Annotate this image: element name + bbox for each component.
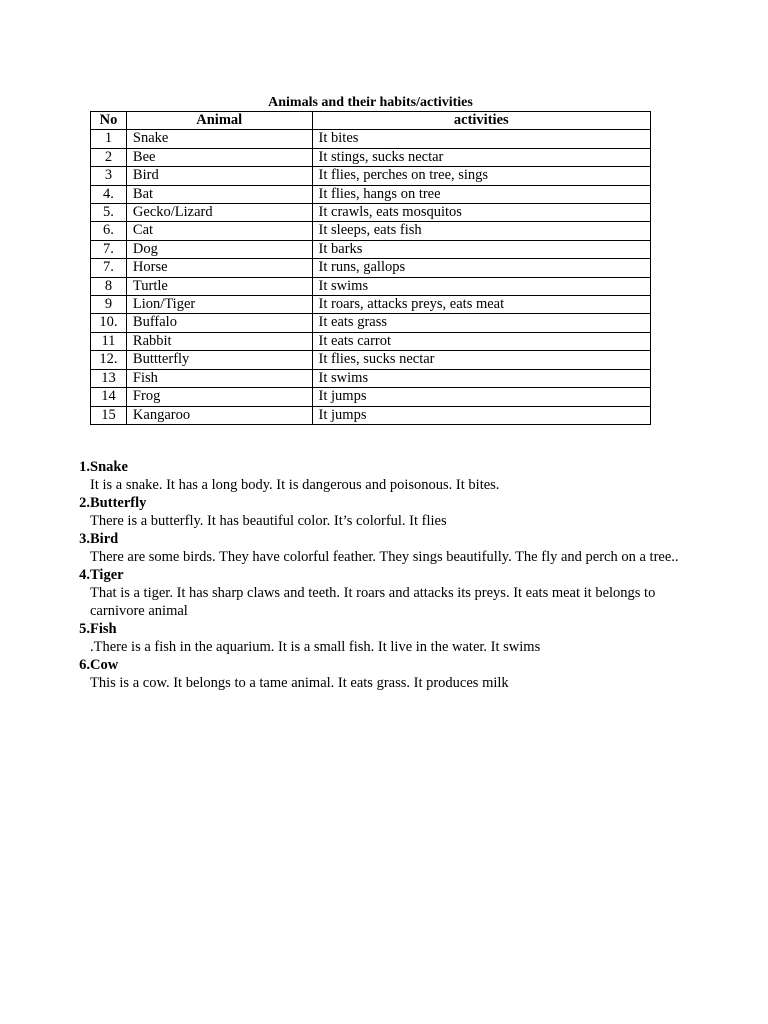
row-activity: It swims [312, 277, 650, 295]
row-activity: It eats carrot [312, 332, 650, 350]
list-item-title: Fish [90, 621, 117, 637]
row-animal: Buffalo [126, 314, 312, 332]
table-title: Animals and their habits/activities [268, 95, 473, 110]
table-row [91, 222, 651, 240]
table-row [91, 259, 651, 277]
table-row [91, 167, 651, 185]
row-animal: Frog [126, 388, 312, 406]
list-item-number: 3. [79, 531, 90, 547]
row-animal: Snake [126, 130, 312, 148]
table-row [91, 240, 651, 258]
table-row [91, 369, 651, 387]
table-row [91, 185, 651, 203]
row-animal: Buttterfly [126, 351, 312, 369]
list-item-number: 1. [79, 459, 90, 475]
row-number: 7. [91, 259, 127, 277]
row-activity: It flies, perches on tree, sings [312, 167, 650, 185]
list-item-heading [60, 530, 680, 548]
list-item-title: Bird [90, 531, 119, 547]
row-animal: Horse [126, 259, 312, 277]
row-number: 4. [91, 185, 127, 203]
table-row [91, 314, 651, 332]
table-header-row [91, 112, 651, 130]
table-row [91, 332, 651, 350]
list-item [60, 656, 680, 692]
row-animal: Turtle [126, 277, 312, 295]
list-item-text: .There is a fish in the aquarium. It is a small fish. It live in the water. It swims [90, 639, 541, 655]
header-animal: Animal [126, 112, 312, 130]
row-activity: It roars, attacks preys, eats meat [312, 296, 650, 314]
animal-descriptions-list [60, 458, 680, 692]
list-item [60, 530, 680, 566]
row-number: 1 [91, 130, 127, 148]
list-item-text: This is a cow. It belongs to a tame animal. It eats grass. It produces milk [90, 675, 509, 691]
animals-table [90, 111, 651, 425]
header-activities: activities [312, 112, 650, 130]
row-number: 13 [91, 369, 127, 387]
row-activity: It bites [312, 130, 650, 148]
row-number: 2 [91, 148, 127, 166]
table-row [91, 204, 651, 222]
list-item [60, 620, 680, 656]
row-number: 12. [91, 351, 127, 369]
row-animal: Bee [126, 148, 312, 166]
list-item-number: 5. [79, 621, 90, 637]
list-item-heading [60, 656, 680, 674]
row-number: 10. [91, 314, 127, 332]
list-item-text: It is a snake. It has a long body. It is dangerous and poisonous. It bites. [90, 477, 500, 493]
row-animal: Gecko/Lizard [126, 204, 312, 222]
list-item-title: Butterfly [90, 495, 147, 511]
row-number: 9 [91, 296, 127, 314]
row-number: 7. [91, 240, 127, 258]
list-item-text: There is a butterfly. It has beautiful color. It’s colorful. It flies [90, 513, 447, 529]
row-number: 3 [91, 167, 127, 185]
table-row [91, 277, 651, 295]
list-item [60, 566, 680, 620]
row-animal: Kangaroo [126, 406, 312, 424]
row-activity: It stings, sucks nectar [312, 148, 650, 166]
table-row [91, 148, 651, 166]
row-animal: Bird [126, 167, 312, 185]
row-number: 14 [91, 388, 127, 406]
list-item-heading [60, 458, 680, 476]
list-item-title: Cow [90, 657, 119, 673]
list-item [60, 458, 680, 494]
list-item [60, 494, 680, 530]
list-item-title: Tiger [90, 567, 124, 583]
list-item-title: Snake [90, 459, 128, 475]
table-row [91, 388, 651, 406]
row-activity: It sleeps, eats fish [312, 222, 650, 240]
row-activity: It jumps [312, 406, 650, 424]
table-row [91, 296, 651, 314]
row-activity: It jumps [312, 388, 650, 406]
row-number: 11 [91, 332, 127, 350]
table-row [91, 351, 651, 369]
list-item-number: 2. [79, 495, 90, 511]
row-activity: It barks [312, 240, 650, 258]
list-item-number: 6. [79, 657, 90, 673]
row-activity: It runs, gallops [312, 259, 650, 277]
row-activity: It eats grass [312, 314, 650, 332]
list-item-number: 4. [79, 567, 90, 583]
row-number: 8 [91, 277, 127, 295]
list-item-heading [60, 566, 680, 584]
row-activity: It flies, hangs on tree [312, 185, 650, 203]
row-activity: It swims [312, 369, 650, 387]
row-animal: Cat [126, 222, 312, 240]
row-number: 5. [91, 204, 127, 222]
list-item-text: That is a tiger. It has sharp claws and teeth. It roars and attacks its preys. It eats meat it belongs to carnivore animal [90, 585, 656, 619]
row-animal: Bat [126, 185, 312, 203]
list-item-heading [60, 620, 680, 638]
row-animal: Rabbit [126, 332, 312, 350]
row-animal: Fish [126, 369, 312, 387]
row-number: 6. [91, 222, 127, 240]
header-no: No [91, 112, 127, 130]
row-activity: It crawls, eats mosquitos [312, 204, 650, 222]
table-row [91, 130, 651, 148]
list-item-heading [60, 494, 680, 512]
row-number: 15 [91, 406, 127, 424]
table-row [91, 406, 651, 424]
list-item-text: There are some birds. They have colorful feather. They sings beautifully. The fly and perch on a tree.. [90, 549, 679, 565]
row-activity: It flies, sucks nectar [312, 351, 650, 369]
row-animal: Dog [126, 240, 312, 258]
row-animal: Lion/Tiger [126, 296, 312, 314]
